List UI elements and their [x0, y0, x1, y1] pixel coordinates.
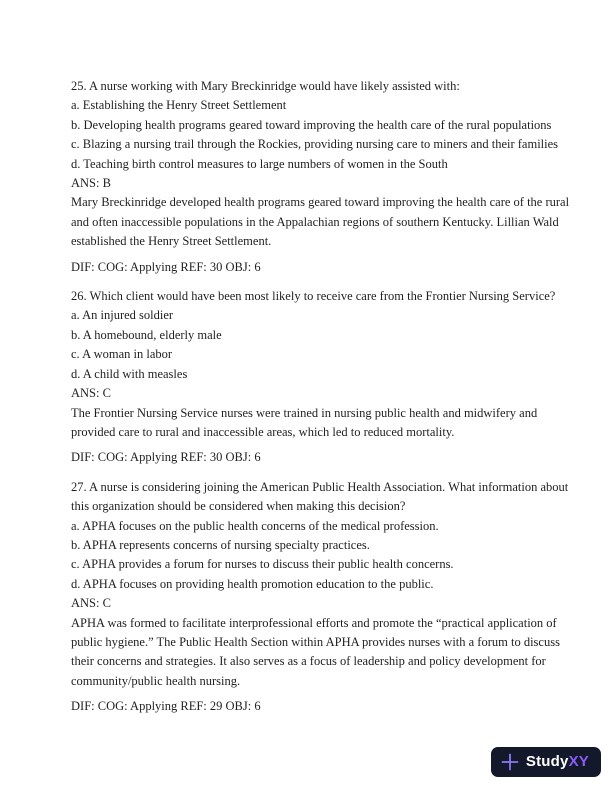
dif-line: DIF: COG: Applying REF: 30 OBJ: 6: [71, 450, 261, 465]
rationale-line: The Frontier Nursing Service nurses were trained in nursing public health and midwifery and: [71, 405, 538, 420]
answer-line: ANS: C: [71, 596, 111, 611]
plus-icon: [501, 753, 519, 771]
logo-wordmark: [526, 752, 589, 771]
question-text-line: 25. A nurse working with Mary Breckinridge would have likely assisted with:: [71, 79, 460, 93]
rationale-line: public hygiene.” The Public Health Section within APHA provides nurses with a forum to discuss: [71, 634, 560, 649]
option-line: a. An injured soldier: [71, 308, 174, 323]
option-line: d. A child with measles: [71, 366, 188, 381]
rationale-line: provided care to rural and inaccessible areas, which led to reduced mortality.: [71, 424, 455, 439]
logo-wordmark-accent: XY: [568, 753, 589, 771]
rationale-line: established the Henry Street Settlement.: [71, 234, 272, 249]
rationale-line: Mary Breckinridge developed health programs geared toward improving the health care of the rural: [71, 195, 570, 210]
studyxy-logo: [491, 747, 601, 777]
option-line: c. APHA provides a forum for nurses to discuss their public health concerns.: [71, 557, 454, 572]
option-line: d. Teaching birth control measures to large numbers of women in the South: [71, 156, 448, 171]
option-line: b. APHA represents concerns of nursing specialty practices.: [71, 537, 370, 552]
option-line: b. A homebound, elderly male: [71, 327, 222, 342]
page-content: [71, 77, 570, 727]
option-line: a. APHA focuses on the public health concerns of the medical profession.: [71, 518, 439, 533]
question-text-line: 27. A nurse is considering joining the American Public Health Association. What information about: [71, 479, 569, 494]
option-line: c. Blazing a nursing trail through the Rockies, providing nursing care to miners and their families: [71, 137, 559, 152]
rationale-line: community/public health nursing.: [71, 673, 241, 688]
rationale-line: APHA was formed to facilitate interprofessional efforts and promote the “practical application of: [71, 615, 557, 630]
question-text-line: this organization should be considered when making this decision?: [71, 499, 406, 514]
question-block: [71, 77, 570, 277]
question-block: [71, 478, 569, 717]
answer-line: ANS: B: [71, 176, 111, 191]
option-line: b. Developing health programs geared toward improving the health care of the rural populations: [71, 117, 552, 132]
question-text-line: 26. Which client would have been most likely to receive care from the Frontier Nursing Service?: [71, 289, 556, 304]
logo-wordmark-primary: Study: [525, 753, 569, 771]
answer-line: ANS: C: [71, 386, 111, 401]
rationale-line: and often inaccessible populations in the Appalachian regions of southern Kentucky. Lillian Wald: [71, 214, 559, 229]
question-block: [71, 287, 556, 468]
dif-line: DIF: COG: Applying REF: 29 OBJ: 6: [71, 699, 261, 714]
rationale-line: their concerns and strategies. It also serves as a focus of leadership and policy development for: [71, 654, 546, 669]
dif-line: DIF: COG: Applying REF: 30 OBJ: 6: [71, 259, 261, 274]
option-line: c. A woman in labor: [71, 347, 173, 362]
option-line: d. APHA focuses on providing health promotion education to the public.: [71, 576, 434, 591]
option-line: a. Establishing the Henry Street Settlement: [71, 98, 287, 113]
